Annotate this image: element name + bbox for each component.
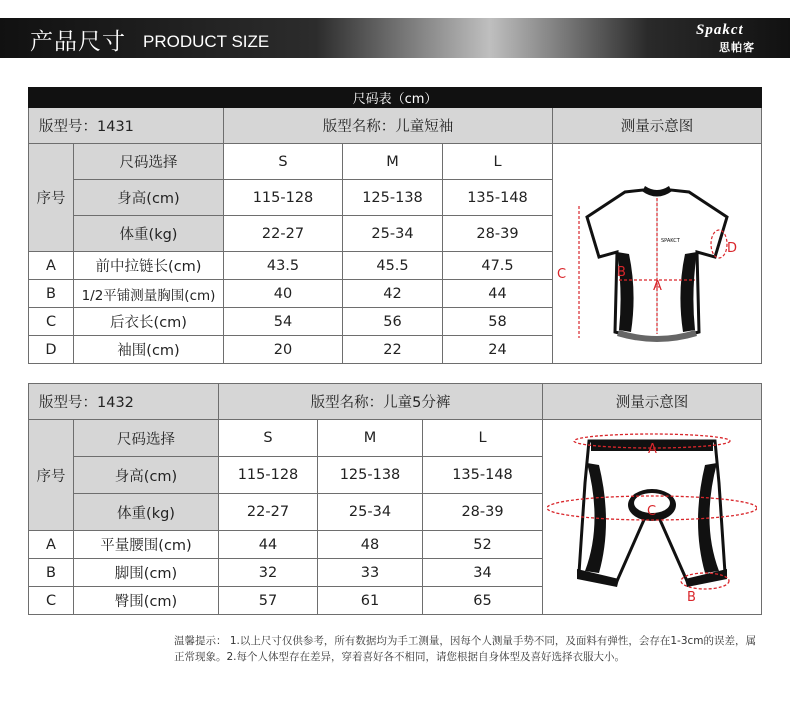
size-table-shorts — [28, 383, 762, 615]
height-s: 115-128 — [219, 457, 318, 494]
height-label: 身高(cm) — [74, 457, 219, 494]
row-id: C — [29, 308, 74, 336]
model-name: 版型名称：儿童短袖 — [224, 108, 553, 144]
header-title-cn: 产品尺寸 — [30, 29, 126, 55]
table-head-row — [29, 108, 762, 144]
row-value: 24 — [443, 336, 553, 364]
weight-s: 22-27 — [219, 494, 318, 531]
row-label: 臀围(cm) — [74, 587, 219, 615]
size-s: S — [224, 144, 343, 180]
row-value: 34 — [423, 559, 543, 587]
height-label: 身高(cm) — [74, 180, 224, 216]
weight-m: 25-34 — [343, 216, 443, 252]
size-row — [29, 144, 762, 180]
row-value: 44 — [219, 531, 318, 559]
measure-label-c: C — [647, 503, 657, 519]
row-label: 平量腰围(cm) — [74, 531, 219, 559]
measure-label-a: A — [653, 278, 662, 294]
row-value: 57 — [219, 587, 318, 615]
row-label: 袖围(cm) — [74, 336, 224, 364]
row-id: B — [29, 280, 74, 308]
page-header — [0, 18, 790, 58]
brand-logo-cn: 思帕客 — [719, 41, 755, 54]
size-m: M — [318, 420, 423, 457]
row-value: 32 — [219, 559, 318, 587]
weight-label: 体重(kg) — [74, 216, 224, 252]
measure-label-a: A — [648, 441, 657, 457]
weight-m: 25-34 — [318, 494, 423, 531]
brand-logo: Spakct — [696, 22, 744, 38]
weight-l: 28-39 — [423, 494, 543, 531]
row-value: 61 — [318, 587, 423, 615]
weight-l: 28-39 — [443, 216, 553, 252]
row-label: 后衣长(cm) — [74, 308, 224, 336]
model-number: 版型号：1432 — [29, 384, 219, 420]
height-l: 135-148 — [443, 180, 553, 216]
row-value: 40 — [224, 280, 343, 308]
size-l: L — [443, 144, 553, 180]
measure-label-d: D — [727, 240, 738, 256]
row-value: 52 — [423, 531, 543, 559]
row-value: 33 — [318, 559, 423, 587]
table-head-row — [29, 384, 762, 420]
diagram-label: 测量示意图 — [553, 108, 762, 144]
measure-label-b: B — [617, 264, 626, 280]
seq-label: 序号 — [29, 420, 74, 531]
row-value: 65 — [423, 587, 543, 615]
size-note: 温馨提示： 1.以上尺寸仅供参考，所有数据均为手工测量，因每个人测量手势不同，及面料有弹性，会存在1-3cm的误差，属正常现象。2.每个人体型存在差异，穿着喜好各不相同，请您根据自身体型及喜好选择衣服大小。 — [174, 635, 757, 663]
model-number: 版型号：1431 — [29, 108, 224, 144]
row-label: 前中拉链长(cm) — [74, 252, 224, 280]
height-m: 125-138 — [343, 180, 443, 216]
row-value: 45.5 — [343, 252, 443, 280]
row-id: B — [29, 559, 74, 587]
jersey-print-logo: SPAKCT — [661, 237, 680, 244]
row-value: 47.5 — [443, 252, 553, 280]
row-value: 20 — [224, 336, 343, 364]
model-name: 版型名称：儿童5分裤 — [219, 384, 543, 420]
row-id: D — [29, 336, 74, 364]
header-title-en: PRODUCT SIZE — [143, 32, 270, 51]
row-value: 58 — [443, 308, 553, 336]
row-value: 54 — [224, 308, 343, 336]
row-value: 22 — [343, 336, 443, 364]
weight-s: 22-27 — [224, 216, 343, 252]
row-value: 56 — [343, 308, 443, 336]
height-s: 115-128 — [224, 180, 343, 216]
row-value: 44 — [443, 280, 553, 308]
size-m: M — [343, 144, 443, 180]
size-label: 尺码选择 — [74, 420, 219, 457]
row-id: C — [29, 587, 74, 615]
row-label: 1/2平铺测量胸围(cm) — [74, 280, 224, 308]
jersey-diagram-cell — [553, 144, 762, 364]
row-id: A — [29, 252, 74, 280]
size-table-jersey — [28, 87, 762, 364]
size-label: 尺码选择 — [74, 144, 224, 180]
seq-label: 序号 — [29, 144, 74, 252]
row-value: 43.5 — [224, 252, 343, 280]
row-value: 48 — [318, 531, 423, 559]
size-row — [29, 420, 762, 457]
table-caption: 尺码表（cm） — [29, 88, 762, 108]
measure-label-b: B — [687, 589, 696, 605]
size-s: S — [219, 420, 318, 457]
jersey-diagram — [557, 162, 757, 342]
row-id: A — [29, 531, 74, 559]
diagram-label: 测量示意图 — [543, 384, 762, 420]
height-l: 135-148 — [423, 457, 543, 494]
shorts-diagram-cell — [543, 420, 762, 615]
table-caption-row — [29, 88, 762, 108]
weight-label: 体重(kg) — [74, 494, 219, 531]
height-m: 125-138 — [318, 457, 423, 494]
measure-label-c: C — [557, 266, 567, 282]
size-l: L — [423, 420, 543, 457]
row-label: 脚围(cm) — [74, 559, 219, 587]
shorts-diagram — [547, 423, 757, 608]
row-value: 42 — [343, 280, 443, 308]
